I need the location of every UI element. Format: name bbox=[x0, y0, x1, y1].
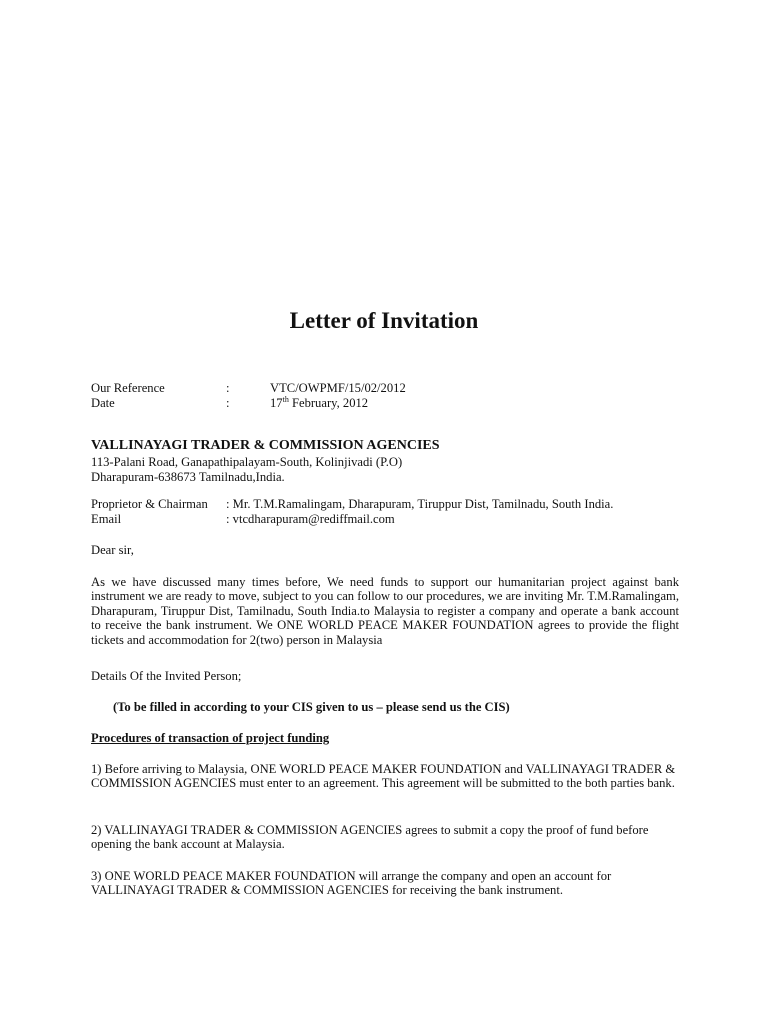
company-address-line1: 113-Palani Road, Ganapathipalayam-South, Kolinjivadi (P.O) bbox=[91, 455, 403, 469]
date-value bbox=[270, 396, 368, 410]
reference-value: VTC/OWPMF/15/02/2012 bbox=[270, 381, 406, 395]
proprietor-value: : Mr. T.M.Ramalingam, Dharapuram, Tiruppur Dist, Tamilnadu, South India. bbox=[226, 497, 614, 511]
email-label: Email bbox=[91, 512, 122, 526]
date-rest: February, 2012 bbox=[288, 396, 369, 410]
procedures-heading: Procedures of transaction of project funding bbox=[91, 731, 330, 745]
email-value: : vtcdharapuram@rediffmail.com bbox=[226, 512, 395, 526]
proprietor-label: Proprietor & Chairman bbox=[91, 497, 208, 511]
company-address-line2: Dharapuram-638673 Tamilnadu,India. bbox=[91, 470, 285, 484]
procedure-item-2: 2) VALLINAYAGI TRADER & COMMISSION AGENCIES agrees to submit a copy the proof of fund before opening the bank account at Malaysia. bbox=[91, 823, 649, 852]
letter-title: Letter of Invitation bbox=[289, 308, 479, 333]
date-day: 17 bbox=[270, 396, 283, 410]
reference-colon: : bbox=[226, 381, 230, 395]
salutation: Dear sir, bbox=[91, 543, 134, 557]
company-name: VALLINAYAGI TRADER & COMMISSION AGENCIES bbox=[91, 438, 440, 453]
reference-label: Our Reference bbox=[91, 381, 165, 395]
date-colon: : bbox=[226, 396, 230, 410]
details-heading: Details Of the Invited Person; bbox=[91, 669, 242, 683]
procedure-item-1: 1) Before arriving to Malaysia, ONE WORLD PEACE MAKER FOUNDATION and VALLINAYAGI TRADER & COMMISSION AGENCIES must enter to an agreement. This agreement will be submitted to the both parties bank. bbox=[91, 762, 676, 791]
date-suffix: th bbox=[282, 394, 289, 404]
procedure-item-3: 3) ONE WORLD PEACE MAKER FOUNDATION will arrange the company and open an account for VALLINAYAGI TRADER & COMMISSION AGENCIES for receiving the bank instrument. bbox=[91, 869, 612, 898]
date-label: Date bbox=[91, 396, 115, 410]
body-paragraph: As we have discussed many times before, We need funds to support our humanitarian project against bank instrument we are ready to move, subject to you can follow to our procedures, we are inviting Mr. T.M.Ramalingam, Dharapuram, Tiruppur Dist, Tamilnadu, South India.to Malaysia to register a company and operate a bank account to receive the bank instrument. We ONE WORLD PEACE MAKER FOUNDATION agrees to provide the flight tickets and accommodation for 2(two) person in Malaysia bbox=[91, 575, 679, 647]
fill-note: (To be filled in according to your CIS given to us – please send us the CIS) bbox=[113, 700, 510, 714]
